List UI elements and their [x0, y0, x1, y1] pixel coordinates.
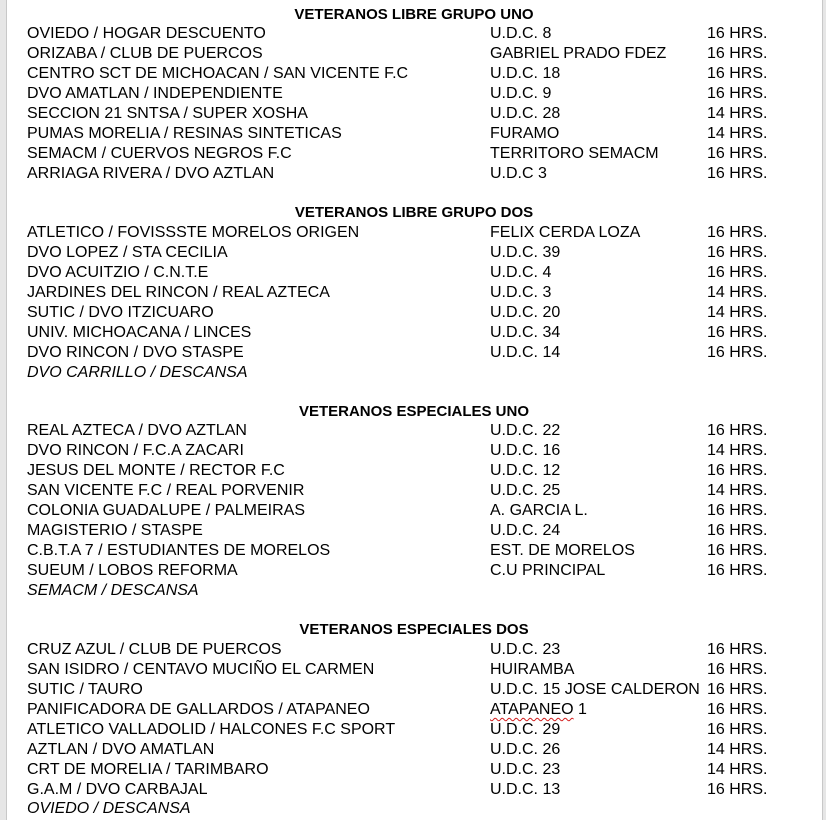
venue: U.D.C. 23 [490, 641, 561, 658]
venue: U.D.C. 25 [490, 482, 561, 499]
table-row [7, 660, 822, 680]
match: SAN ISIDRO / CENTAVO MUCIÑO EL CARMEN [27, 661, 375, 678]
venue: U.D.C. 18 [490, 65, 561, 82]
table-row [7, 640, 822, 660]
match: ATLETICO VALLADOLID / HALCONES F.C SPORT [27, 721, 396, 738]
time: 16 HRS. [707, 661, 768, 678]
match: COLONIA GUADALUPE / PALMEIRAS [27, 502, 306, 519]
venue: TERRITORO SEMACM [490, 145, 659, 162]
match: ARRIAGA RIVERA / DVO AZTLAN [27, 165, 275, 182]
time: 16 HRS. [707, 502, 768, 519]
venue: U.D.C. 24 [490, 522, 561, 539]
table-row [7, 144, 822, 164]
table-row [7, 720, 822, 740]
time: 16 HRS. [707, 641, 768, 658]
match: PUMAS MORELIA / RESINAS SINTETICAS [27, 125, 342, 142]
table-row [7, 421, 822, 441]
match: CENTRO SCT DE MICHOACAN / SAN VICENTE F.C [27, 65, 409, 82]
time: 16 HRS. [707, 522, 768, 539]
table-row [7, 84, 822, 104]
venue: GABRIEL PRADO FDEZ [490, 45, 667, 62]
match: MAGISTERIO / STASPE [27, 522, 203, 539]
match: SUTIC / DVO ITZICUARO [27, 304, 214, 321]
table-row [7, 343, 822, 363]
venue: U.D.C. 14 [490, 344, 561, 361]
match: G.A.M / DVO CARBAJAL [27, 781, 208, 798]
table-row [7, 64, 822, 84]
time: 14 HRS. [707, 125, 768, 142]
venue: U.D.C 3 [490, 165, 547, 182]
table-row [7, 501, 822, 521]
time: 16 HRS. [707, 244, 768, 261]
match: DVO AMATLAN / INDEPENDIENTE [27, 85, 283, 102]
match: PANIFICADORA DE GALLARDOS / ATAPANEO [27, 701, 370, 718]
time: 16 HRS. [707, 324, 768, 341]
table-row [7, 243, 822, 263]
table-row [7, 283, 822, 303]
time: 16 HRS. [707, 562, 768, 579]
time: 16 HRS. [707, 25, 768, 42]
time: 16 HRS. [707, 422, 768, 439]
match: C.B.T.A 7 / ESTUDIANTES DE MORELOS [27, 542, 331, 559]
match: DVO RINCON / DVO STASPE [27, 344, 244, 361]
time: 16 HRS. [707, 264, 768, 281]
time: 14 HRS. [707, 482, 768, 499]
rest-team: OVIEDO / DESCANSA [27, 800, 191, 817]
group-title: VETERANOS ESPECIALES DOS [299, 621, 529, 638]
table-row [7, 223, 822, 243]
venue: FELIX CERDA LOZA [490, 224, 641, 241]
match: JESUS DEL MONTE / RECTOR F.C [27, 462, 285, 479]
time: 16 HRS. [707, 681, 768, 698]
misspelled-word[interactable]: ATAPANEO [490, 701, 574, 718]
match: UNIV. MICHOACANA / LINCES [27, 324, 252, 341]
time: 16 HRS. [707, 462, 768, 479]
table-row [7, 104, 822, 124]
group-title: VETERANOS LIBRE GRUPO DOS [294, 204, 534, 221]
table-row [7, 680, 822, 700]
table-row [7, 164, 822, 184]
table-row [7, 700, 822, 720]
venue: U.D.C. 22 [490, 422, 561, 439]
table-row [7, 303, 822, 323]
table-row [7, 24, 822, 44]
venue: HUIRAMBA [490, 661, 575, 678]
venue: U.D.C. 23 [490, 761, 561, 778]
time: 16 HRS. [707, 721, 768, 738]
table-row [7, 760, 822, 780]
venue: A. GARCIA L. [490, 502, 588, 519]
match: JARDINES DEL RINCON / REAL AZTECA [27, 284, 330, 301]
venue: U.D.C. 26 [490, 741, 561, 758]
table-row [7, 541, 822, 561]
time: 16 HRS. [707, 224, 768, 241]
time: 16 HRS. [707, 145, 768, 162]
time: 14 HRS. [707, 105, 768, 122]
venue: U.D.C. 29 [490, 721, 561, 738]
group-title: VETERANOS LIBRE GRUPO UNO [294, 6, 534, 23]
match: ATLETICO / FOVISSSTE MORELOS ORIGEN [27, 224, 360, 241]
time: 16 HRS. [707, 344, 768, 361]
rest-team: DVO CARRILLO / DESCANSA [27, 364, 248, 381]
venue: U.D.C. 16 [490, 442, 561, 459]
match: SUTIC / TAURO [27, 681, 143, 698]
match: CRUZ AZUL / CLUB DE PUERCOS [27, 641, 282, 658]
match: OVIEDO / HOGAR DESCUENTO [27, 25, 266, 42]
venue: C.U PRINCIPAL [490, 562, 606, 579]
match: CRT DE MORELIA / TARIMBARO [27, 761, 269, 778]
time: 16 HRS. [707, 65, 768, 82]
venue: U.D.C. 4 [490, 264, 552, 281]
venue: U.D.C. 12 [490, 462, 561, 479]
table-row [7, 780, 822, 800]
match: AZTLAN / DVO AMATLAN [27, 741, 215, 758]
venue: EST. DE MORELOS [490, 542, 635, 559]
venue: U.D.C. 8 [490, 25, 552, 42]
time: 16 HRS. [707, 165, 768, 182]
table-row [7, 124, 822, 144]
venue: FURAMO [490, 125, 560, 142]
match: SUEUM / LOBOS REFORMA [27, 562, 238, 579]
venue: U.D.C. 3 [490, 284, 552, 301]
time: 14 HRS. [707, 741, 768, 758]
time: 16 HRS. [707, 85, 768, 102]
venue: U.D.C. 15 JOSE CALDERON [490, 681, 700, 698]
match: ORIZABA / CLUB DE PUERCOS [27, 45, 263, 62]
match: DVO ACUITZIO / C.N.T.E [27, 264, 209, 281]
match: SAN VICENTE F.C / REAL PORVENIR [27, 482, 305, 499]
time: 14 HRS. [707, 761, 768, 778]
match: DVO LOPEZ / STA CECILIA [27, 244, 228, 261]
venue: U.D.C. 28 [490, 105, 561, 122]
venue [490, 700, 587, 720]
time: 16 HRS. [707, 45, 768, 62]
table-row [7, 561, 822, 581]
table-row [7, 263, 822, 283]
time: 16 HRS. [707, 542, 768, 559]
venue: U.D.C. 20 [490, 304, 561, 321]
time: 14 HRS. [707, 304, 768, 321]
rest-team: SEMACM / DESCANSA [27, 582, 199, 599]
table-row [7, 44, 822, 64]
document-page [6, 0, 823, 820]
venue-suffix: 1 [573, 701, 587, 718]
group-title: VETERANOS ESPECIALES UNO [298, 403, 530, 420]
time: 14 HRS. [707, 442, 768, 459]
table-row [7, 441, 822, 461]
venue: U.D.C. 9 [490, 85, 552, 102]
match: REAL AZTECA / DVO AZTLAN [27, 422, 247, 439]
time: 16 HRS. [707, 781, 768, 798]
table-row [7, 740, 822, 760]
table-row [7, 461, 822, 481]
match: SECCION 21 SNTSA / SUPER XOSHA [27, 105, 308, 122]
venue: U.D.C. 13 [490, 781, 561, 798]
table-row [7, 481, 822, 501]
match: SEMACM / CUERVOS NEGROS F.C [27, 145, 292, 162]
time: 14 HRS. [707, 284, 768, 301]
table-row [7, 521, 822, 541]
time: 16 HRS. [707, 701, 768, 718]
venue: U.D.C. 39 [490, 244, 561, 261]
match: DVO RINCON / F.C.A ZACARI [27, 442, 244, 459]
table-row [7, 323, 822, 343]
venue: U.D.C. 34 [490, 324, 561, 341]
